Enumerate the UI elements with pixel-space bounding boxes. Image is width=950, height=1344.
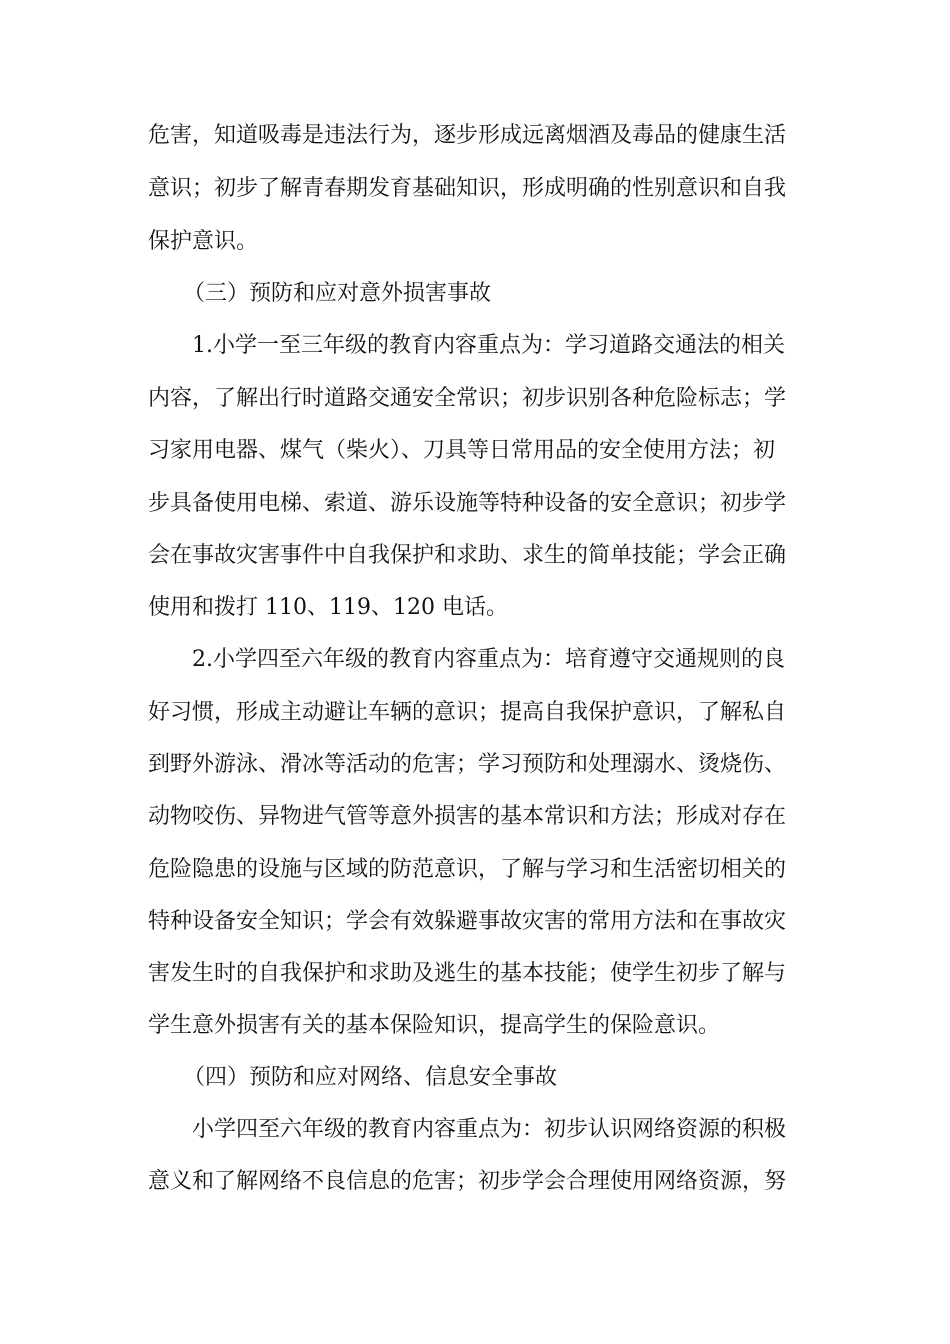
text-line: 保护意识。 [148,229,259,254]
text-line: 1.小学一至三年级的教育内容重点为：学习道路交通法的相关 [192,333,785,358]
text-line: 危险隐患的设施与区域的防范意识，了解与学习和生活密切相关的 [148,857,787,882]
text-line: 2.小学四至六年级的教育内容重点为：培育遵守交通规则的良 [192,647,785,672]
text-line: 内容，了解出行时道路交通安全常识；初步识别各种危险标志；学 [148,386,787,411]
text-line: 小学四至六年级的教育内容重点为：初步认识网络资源的积极 [192,1117,787,1142]
text-line: 动物咬伤、异物进气管等意外损害的基本常识和方法；形成对存在 [148,804,787,829]
text-line: 意义和了解网络不良信息的危害；初步学会合理使用网络资源，努 [148,1169,787,1194]
text-line: 会在事故灾害事件中自我保护和求助、求生的简单技能；学会正确 [148,543,787,568]
text-line: 意识；初步了解青春期发育基础知识，形成明确的性别意识和自我 [148,176,787,201]
text-line: 步具备使用电梯、索道、游乐设施等特种设备的安全意识；初步学 [148,491,787,516]
section-heading: （四）预防和应对网络、信息安全事故 [183,1065,558,1090]
text-line: 害发生时的自我保护和求助及逃生的基本技能；使学生初步了解与 [148,961,787,986]
text-line: 特种设备安全知识；学会有效躲避事故灾害的常用方法和在事故灾 [148,909,787,934]
text-line: 学生意外损害有关的基本保险知识，提高学生的保险意识。 [148,1013,721,1038]
text-line: 好习惯，形成主动避让车辆的意识；提高自我保护意识，了解私自 [148,700,787,725]
text-line: 习家用电器、煤气（柴火）、刀具等日常用品的安全使用方法；初 [148,438,776,463]
text-line: 使用和拨打 110、119、120 电话。 [148,595,508,620]
section-heading: （三）预防和应对意外损害事故 [183,281,492,306]
text-line: 危害，知道吸毒是违法行为，逐步形成远离烟酒及毒品的健康生活 [148,123,787,148]
text-line: 到野外游泳、滑冰等活动的危害；学习预防和处理溺水、烫烧伤、 [148,752,787,777]
